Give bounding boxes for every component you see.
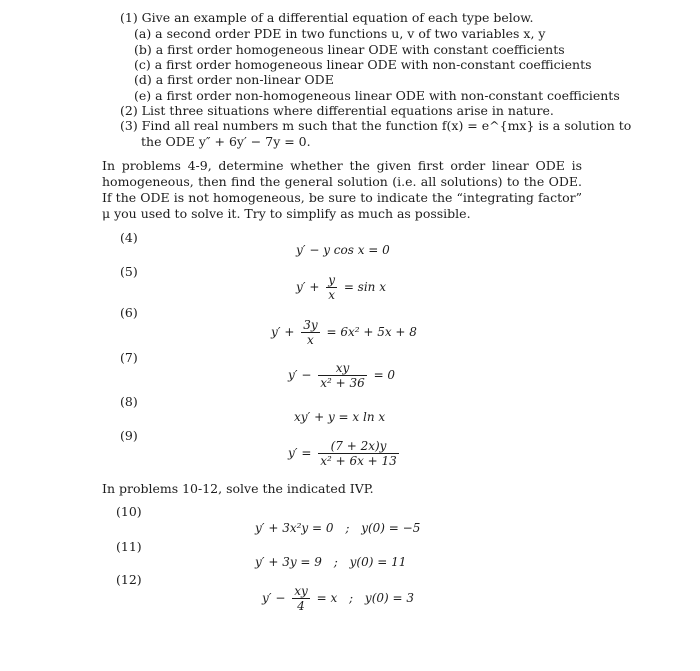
problem-9-label: (9) bbox=[120, 428, 138, 443]
problem-7-equation bbox=[288, 361, 395, 390]
question-3-line-1: (3) Find all real numbers m such that the function f(x) = e^{mx} is a solution to bbox=[120, 118, 632, 133]
problem-12-initial-condition: y(0) = 3 bbox=[364, 591, 415, 605]
problem-12-lhs: y′ − bbox=[262, 591, 286, 605]
problem-9-equation bbox=[288, 439, 402, 468]
problem-6-numerator: 3y bbox=[303, 318, 318, 332]
problem-7-numerator: xy bbox=[318, 361, 367, 376]
problem-7-label: (7) bbox=[120, 350, 138, 365]
problem-11-separator: ; bbox=[333, 555, 338, 569]
problem-8-equation: xy′ + y = x ln x bbox=[294, 410, 386, 424]
problem-12-numerator: xy bbox=[294, 584, 308, 598]
question-1-item-d: (d) a first order non-linear ODE bbox=[134, 72, 334, 87]
problem-6-fraction bbox=[301, 318, 319, 347]
problem-12-label: (12) bbox=[116, 572, 142, 587]
problem-10-label: (10) bbox=[116, 504, 142, 519]
problem-9-numerator: (7 + 2x)y bbox=[318, 439, 399, 454]
question-1-item-a: (a) a second order PDE in two functions u, v of two variables x, y bbox=[134, 26, 546, 41]
problem-7-rhs: = 0 bbox=[373, 368, 396, 382]
question-1-item-e: (e) a first order non-homogeneous linear ODE with non-constant coefficients bbox=[134, 88, 620, 103]
question-2: (2) List three situations where differential equations arise in nature. bbox=[120, 103, 554, 118]
problem-11-equation bbox=[255, 554, 406, 570]
problem-10-ode: y′ + 3x²y = 0 bbox=[255, 521, 334, 535]
problem-12-equation bbox=[262, 584, 414, 613]
question-1-item-c: (c) a first order homogeneous linear ODE with non-constant coefficients bbox=[134, 57, 592, 72]
problem-12-denominator: 4 bbox=[297, 599, 305, 613]
problem-8-label: (8) bbox=[120, 394, 138, 409]
problem-9-lhs: y′ = bbox=[288, 446, 312, 460]
problem-5-equation bbox=[296, 273, 386, 302]
question-1-item-b: (b) a first order homogeneous linear ODE with constant coefficients bbox=[134, 42, 565, 57]
problem-4-label: (4) bbox=[120, 230, 138, 245]
problem-7-lhs: y′ − bbox=[288, 368, 312, 382]
problem-11-label: (11) bbox=[116, 539, 142, 554]
problem-6-rhs: = 6x² + 5x + 8 bbox=[326, 325, 417, 339]
problem-9-fraction bbox=[318, 439, 399, 468]
problem-12-fraction bbox=[292, 584, 310, 613]
problem-11-ode: y′ + 3y = 9 bbox=[255, 555, 322, 569]
problem-10-initial-condition: y(0) = −5 bbox=[361, 521, 421, 535]
problem-9-denominator: x² + 6x + 13 bbox=[320, 454, 397, 468]
problem-4-equation: y′ − y cos x = 0 bbox=[296, 243, 390, 257]
problem-5-numerator: y bbox=[328, 273, 335, 287]
problem-12-rhs: = x bbox=[316, 591, 338, 605]
problems-4-9-instructions: In problems 4-9, determine whether the given first order linear ODE is homogeneous, then find the general solution (i.e. all solutions) to the ODE. If the ODE is not homogeneous, be sure to indicate the “integrating factor” μ you used to solve it. Try to simplify as much as possible. bbox=[102, 158, 582, 221]
question-1-stem: (1) Give an example of a differential equation of each type below. bbox=[120, 10, 534, 25]
problem-11-initial-condition: y(0) = 11 bbox=[349, 555, 407, 569]
problems-10-12-instructions: In problems 10-12, solve the indicated IVP. bbox=[102, 481, 374, 496]
problem-5-lhs: y′ + bbox=[296, 280, 320, 294]
problem-5-fraction bbox=[326, 273, 337, 302]
problem-5-label: (5) bbox=[120, 264, 138, 279]
problem-12-separator: ; bbox=[349, 591, 354, 605]
problem-6-label: (6) bbox=[120, 305, 138, 320]
problem-5-denominator: x bbox=[328, 288, 335, 302]
problem-10-equation bbox=[255, 520, 420, 536]
problem-5-rhs: = sin x bbox=[343, 280, 386, 294]
problem-10-separator: ; bbox=[345, 521, 350, 535]
problem-7-denominator: x² + 36 bbox=[320, 376, 365, 390]
problem-6-denominator: x bbox=[307, 333, 314, 347]
problem-6-equation bbox=[271, 318, 417, 347]
problem-7-fraction bbox=[318, 361, 367, 390]
question-3-line-2: the ODE y″ + 6y′ − 7y = 0. bbox=[141, 134, 311, 149]
problem-6-lhs: y′ + bbox=[271, 325, 295, 339]
